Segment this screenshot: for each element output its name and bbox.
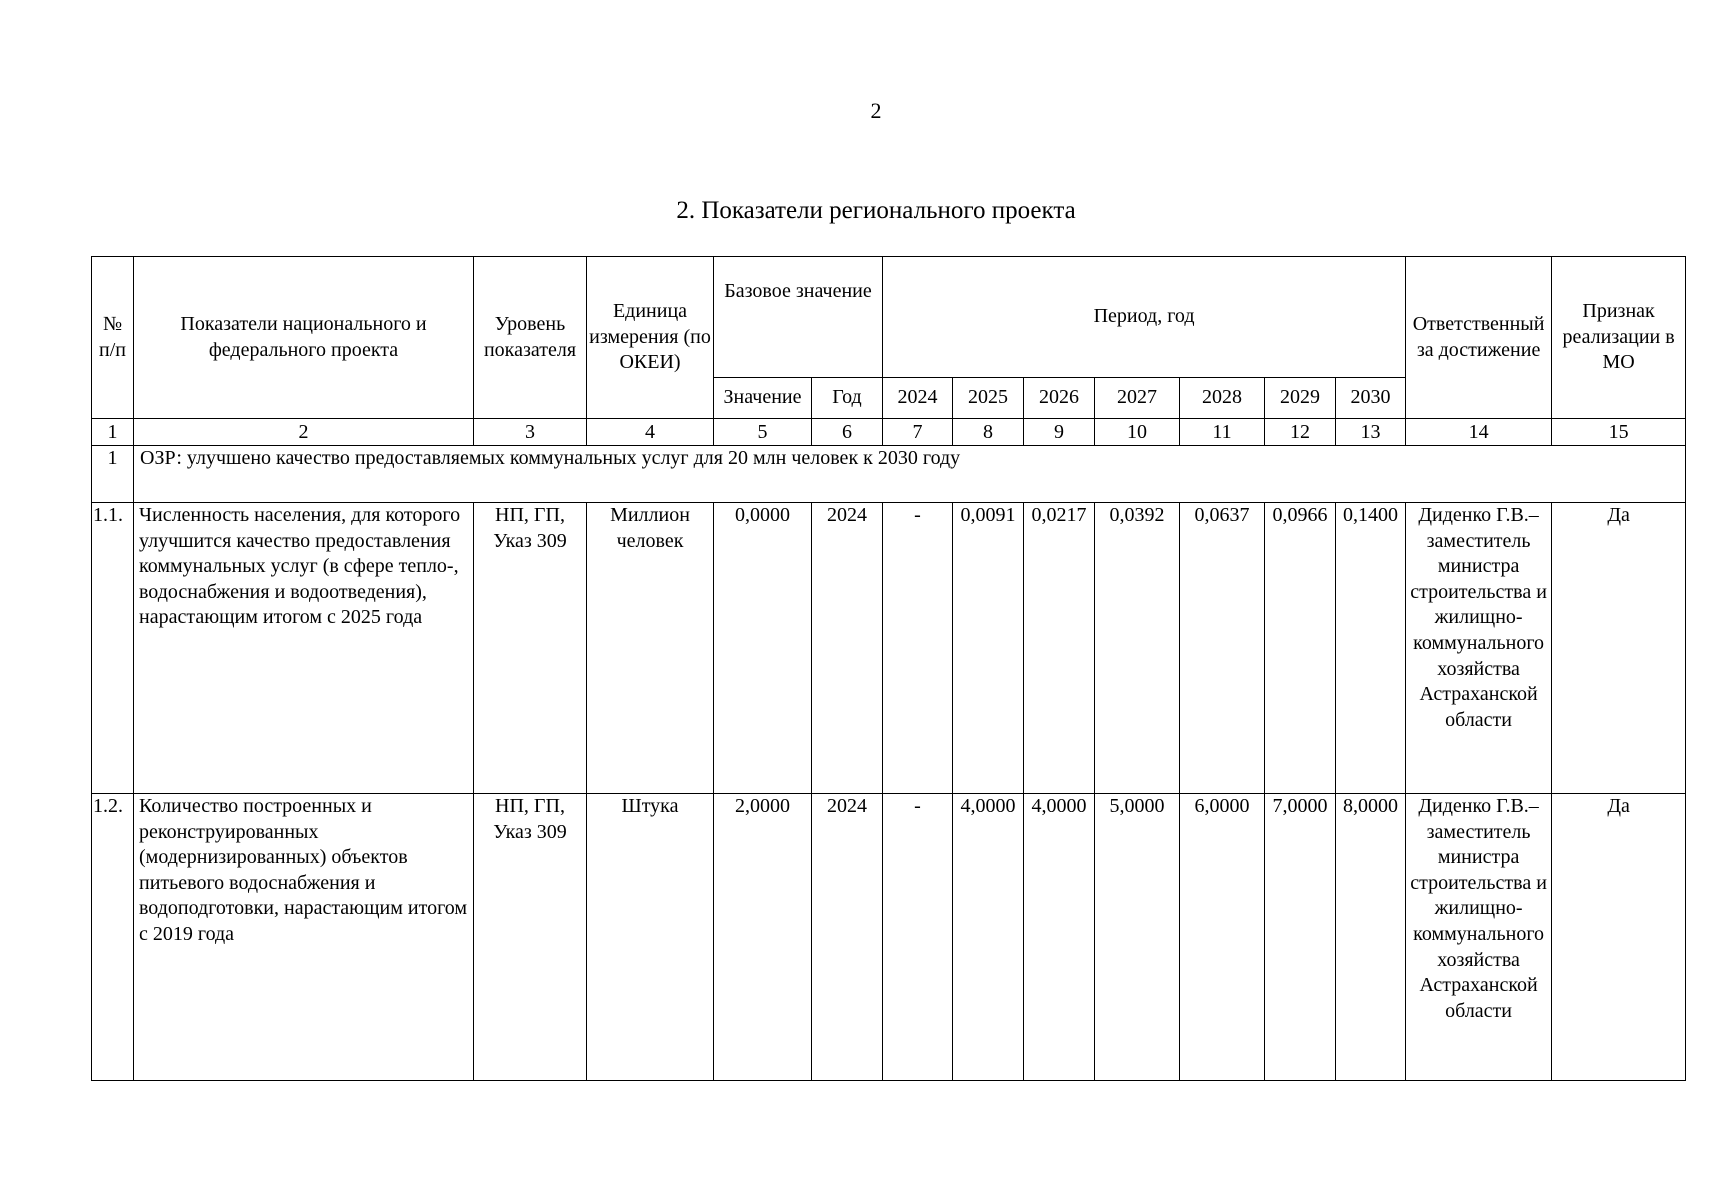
- header-row: [92, 257, 1686, 378]
- year-2025: 2025: [953, 378, 1024, 419]
- column-number: 10: [1095, 419, 1180, 446]
- value-2029: 0,0966: [1265, 503, 1336, 794]
- subheader-value: Значение: [714, 378, 812, 419]
- value-2030: 8,0000: [1336, 794, 1406, 1081]
- value-2026: 4,0000: [1024, 794, 1095, 1081]
- column-number: 7: [883, 419, 953, 446]
- column-number-row: [92, 419, 1686, 446]
- value-2028: 6,0000: [1180, 794, 1265, 1081]
- header-level: Уровень показателя: [474, 257, 587, 419]
- indicator-unit: Штука: [587, 794, 714, 1081]
- value-2025: 0,0091: [953, 503, 1024, 794]
- goal-text: ОЗР: улучшено качество предоставляемых коммунальных услуг для 20 млн человек к 2030 году: [134, 446, 1686, 503]
- value-2024: -: [883, 503, 953, 794]
- indicator-name: Количество построенных и реконструированных (модернизированных) объектов питьевого водоснабжения и водоподготовки, нарастающим итогом с 2019 года: [134, 794, 474, 1081]
- base-year: 2024: [812, 503, 883, 794]
- year-2028: 2028: [1180, 378, 1265, 419]
- implementation-sign: Да: [1552, 794, 1686, 1081]
- value-2026: 0,0217: [1024, 503, 1095, 794]
- year-2030: 2030: [1336, 378, 1406, 419]
- year-2027: 2027: [1095, 378, 1180, 419]
- indicators-table: [91, 256, 1686, 1081]
- header-period: Период, год: [883, 257, 1406, 378]
- column-number: 11: [1180, 419, 1265, 446]
- column-number: 6: [812, 419, 883, 446]
- indicator-level: НП, ГП, Указ 309: [474, 503, 587, 794]
- row-number: 1.2.: [92, 794, 134, 1081]
- column-number: 3: [474, 419, 587, 446]
- page-number: 2: [870, 98, 882, 123]
- column-number: 15: [1552, 419, 1686, 446]
- column-number: 5: [714, 419, 812, 446]
- table-row: [92, 794, 1686, 1081]
- row-number: 1.1.: [92, 503, 134, 794]
- value-2025: 4,0000: [953, 794, 1024, 1081]
- value-2028: 0,0637: [1180, 503, 1265, 794]
- column-number: 12: [1265, 419, 1336, 446]
- responsible-person: Диденко Г.В.– заместитель министра строительства и жилищно-коммунального хозяйства Астраханской области: [1406, 794, 1552, 1081]
- header-num: № п/п: [92, 257, 134, 419]
- base-value: 0,0000: [714, 503, 812, 794]
- header-responsible: Ответственный за достижение: [1406, 257, 1552, 419]
- value-2024: -: [883, 794, 953, 1081]
- value-2030: 0,1400: [1336, 503, 1406, 794]
- subheader-year: Год: [812, 378, 883, 419]
- column-number: 8: [953, 419, 1024, 446]
- column-number: 13: [1336, 419, 1406, 446]
- value-2027: 5,0000: [1095, 794, 1180, 1081]
- base-value: 2,0000: [714, 794, 812, 1081]
- table-row: [92, 503, 1686, 794]
- year-2024: 2024: [883, 378, 953, 419]
- responsible-person: Диденко Г.В.– заместитель министра строительства и жилищно-коммунального хозяйства Астраханской области: [1406, 503, 1552, 794]
- column-number: 2: [134, 419, 474, 446]
- header-indicator: Показатели национального и федерального проекта: [134, 257, 474, 419]
- value-2029: 7,0000: [1265, 794, 1336, 1081]
- base-year: 2024: [812, 794, 883, 1081]
- implementation-sign: Да: [1552, 503, 1686, 794]
- section-title: 2. Показатели регионального проекта: [676, 197, 1076, 224]
- column-number: 14: [1406, 419, 1552, 446]
- column-number: 1: [92, 419, 134, 446]
- header-base-value: Базовое значение: [714, 257, 883, 378]
- column-number: 9: [1024, 419, 1095, 446]
- year-2029: 2029: [1265, 378, 1336, 419]
- header-sign: Признак реализации в МО: [1552, 257, 1686, 419]
- header-unit: Единица измерения (по ОКЕИ): [587, 257, 714, 419]
- year-2026: 2026: [1024, 378, 1095, 419]
- indicator-unit: Миллион человек: [587, 503, 714, 794]
- indicator-level: НП, ГП, Указ 309: [474, 794, 587, 1081]
- goal-row: [92, 446, 1686, 503]
- indicator-name: Численность населения, для которого улучшится качество предоставления коммунальных услуг (в сфере тепло-, водоснабжения и водоотведения), нарастающим итогом с 2025 года: [134, 503, 474, 794]
- column-number: 4: [587, 419, 714, 446]
- goal-number: 1: [92, 446, 134, 503]
- value-2027: 0,0392: [1095, 503, 1180, 794]
